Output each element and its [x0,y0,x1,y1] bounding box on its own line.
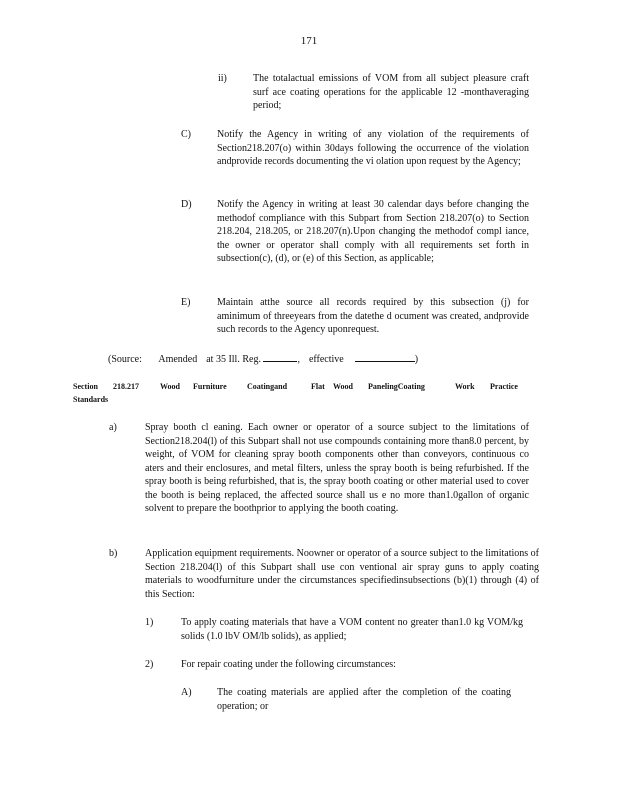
section-heading-word: Wood [160,382,181,391]
section-heading-word: PanelingCoating [368,382,425,391]
section-heading-word: Work [455,382,475,391]
item-e-label: E) [181,297,191,308]
section-heading-word: Coatingand [247,382,288,391]
item-ii-text: The totalactual emissions of VOM from all subject pleasure craft surf ace coating operations for the applicable 12 -monthaveraging period; [253,73,529,111]
section-heading-word: Practice [490,382,518,391]
section-heading-word: 218.217 [113,382,139,391]
item-ii-label: ii) [218,73,227,84]
subsection-b-text: Application equipment requirements. Noowner or operator of a source subject to the limitations of Section 218.204(l) of this Subpart shall use con ventional air spray guns to apply coating materials to woodfurniture under the circumstances specifiedinsubsections (b)(1) through (4) of this Section: [145,548,539,600]
item-c-text: Notify the Agency in writing of any violation of the requirements of Section218.207(o) within 30days following the occurrence of the violation andprovide records documenting the vi olation upon request by the Agency; [217,129,529,167]
source-reg: at 35 Ill. Reg. [206,354,261,365]
item-c-label: C) [181,129,191,140]
source-comma: , [297,354,300,365]
section-heading-standards: Standards [73,395,109,404]
source-close: ) [414,354,419,365]
section-heading-word: Wood [333,382,354,391]
subsection-b-label: b) [109,548,118,559]
subsection-b2-label: 2) [145,659,154,670]
page-number: 171 [300,35,318,47]
section-heading-word: Flat [311,382,325,391]
item-e-text: Maintain atthe source all records required by this subsection (j) for aminimum of threeyears from the datethe d ocument was created, andprovide such records to the Agency uponrequest. [217,297,529,335]
subsection-b2a-label: A) [181,687,192,698]
subsection-a-label: a) [109,422,117,433]
subsection-b1-text: To apply coating materials that have a VOM content no greater than1.0 kg VOM/kg solids (1.0 lbV OM/lb solids), as applied; [181,617,523,642]
effective-blank [355,351,415,362]
source-note [108,351,418,367]
subsection-b1-label: 1) [145,617,154,628]
section-heading-word: Section [73,382,98,391]
item-d-text: Notify the Agency in writing at least 30 calendar days before changing the methodof compliance with this Subpart from Section 218.207(o) to Section 218.204, 218.205, or 218.207(n).Upon changing the methodof compl iance, the owner or operator shall comply with all requirements set forth in subsection(c), (d), or (e) of this Section, as applicable; [217,199,529,264]
section-heading-word: Furniture [193,382,227,391]
subsection-a-text: Spray booth cl eaning. Each owner or operator of a source subject to the limitations of Section218.204(l) of this Subpart shall not use compounds containing more than8.0 percent, by weight, of VOM for cleaning spray booth components other than conveyors, continuous co aters and their enclosures, and metal filters, unless the spray booth is being refurbished. If the spray booth is being refurbished, that is, the spray booth coating or other material used to cover the booth is being replaced, the affected source shall us e no more than1.0gallon of organic solvent to prepare the boothprior to applying the booth coating. [145,422,529,514]
source-amended: Amended [158,354,198,365]
source-open: (Source: [108,354,142,365]
subsection-b2a-text: The coating materials are applied after the completion of the coating operation; or [217,687,511,712]
subsection-b2-text: For repair coating under the following circumstances: [181,659,396,670]
reg-blank [263,351,297,362]
item-d-label: D) [181,199,192,210]
source-effective: effective [308,354,344,365]
